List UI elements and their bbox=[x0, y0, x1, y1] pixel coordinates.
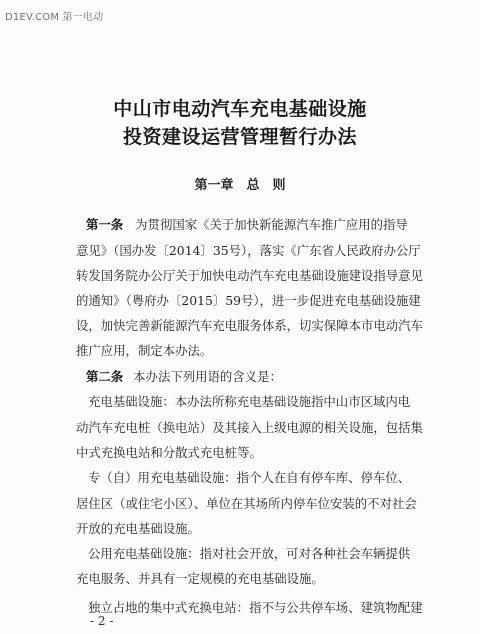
document-title-line2: 投资建设运营管理暂行办法 bbox=[122, 126, 357, 148]
article-1-line-6: 推广应用，制定本办法。 bbox=[76, 343, 213, 358]
chapter-heading: 第一章 总 则 bbox=[194, 178, 286, 193]
article-2-line-6: 居住区（或住宅小区）、单位在其场所内停车位安装的不对社会 bbox=[76, 496, 417, 511]
article-1-line-4: 的通知》（粤府办〔2015〕59号），进一步促进充电基础设施建 bbox=[76, 293, 421, 308]
article-2-line-4: 中式充换电站和分散式充电桩等。 bbox=[76, 445, 262, 460]
article-2-line-1 bbox=[86, 367, 282, 385]
page-number: - 2 - bbox=[90, 614, 114, 628]
article-1-label: 第一条 bbox=[86, 217, 124, 232]
article-2-line-9: 充电服务、并具有一定规模的充电基础设施。 bbox=[76, 571, 324, 586]
article-2-line-8: 公用充电基础设施：指对社会开放，可对各种社会车辆提供 bbox=[88, 546, 411, 561]
article-2-line-5: 专（自）用充电基础设施：指个人在自有停车库、停车位、 bbox=[88, 470, 411, 485]
article-1-line-2: 意见》（国办发〔2014〕35号），落实《广东省人民政府办公厅 bbox=[76, 243, 421, 258]
article-1-line-1 bbox=[86, 215, 408, 233]
article-2-line-7: 开放的充电基础设施。 bbox=[76, 521, 200, 536]
article-2-line-10: 独立占地的集中式充换电站：指不与公共停车场、建筑物配建 bbox=[88, 600, 423, 615]
article-1-line-3: 转发国务院办公厅关于加快电动汽车充电基础设施建设指导意见 bbox=[76, 268, 423, 283]
watermark: D1EV.COM 第一电动 bbox=[5, 12, 104, 23]
article-2-label: 第二条 bbox=[86, 369, 124, 384]
article-1-text-1: 为贯彻国家《关于加快新能源汽车推广应用的指导 bbox=[135, 217, 408, 232]
document-title-line1: 中山市电动汽车充电基础设施 bbox=[113, 98, 367, 120]
article-2-line-2: 充电基础设施：本办法所称充电基础设施指中山市区域内电 bbox=[88, 394, 411, 409]
article-2-line-3: 动汽车充电桩（换电站）及其接入上级电源的相关设施，包括集 bbox=[76, 420, 423, 435]
article-2-text-1: 本办法下列用语的含义是： bbox=[133, 369, 282, 384]
article-1-line-5: 设，加快完善新能源汽车充电服务体系，切实保障本市电动汽车 bbox=[76, 318, 423, 333]
